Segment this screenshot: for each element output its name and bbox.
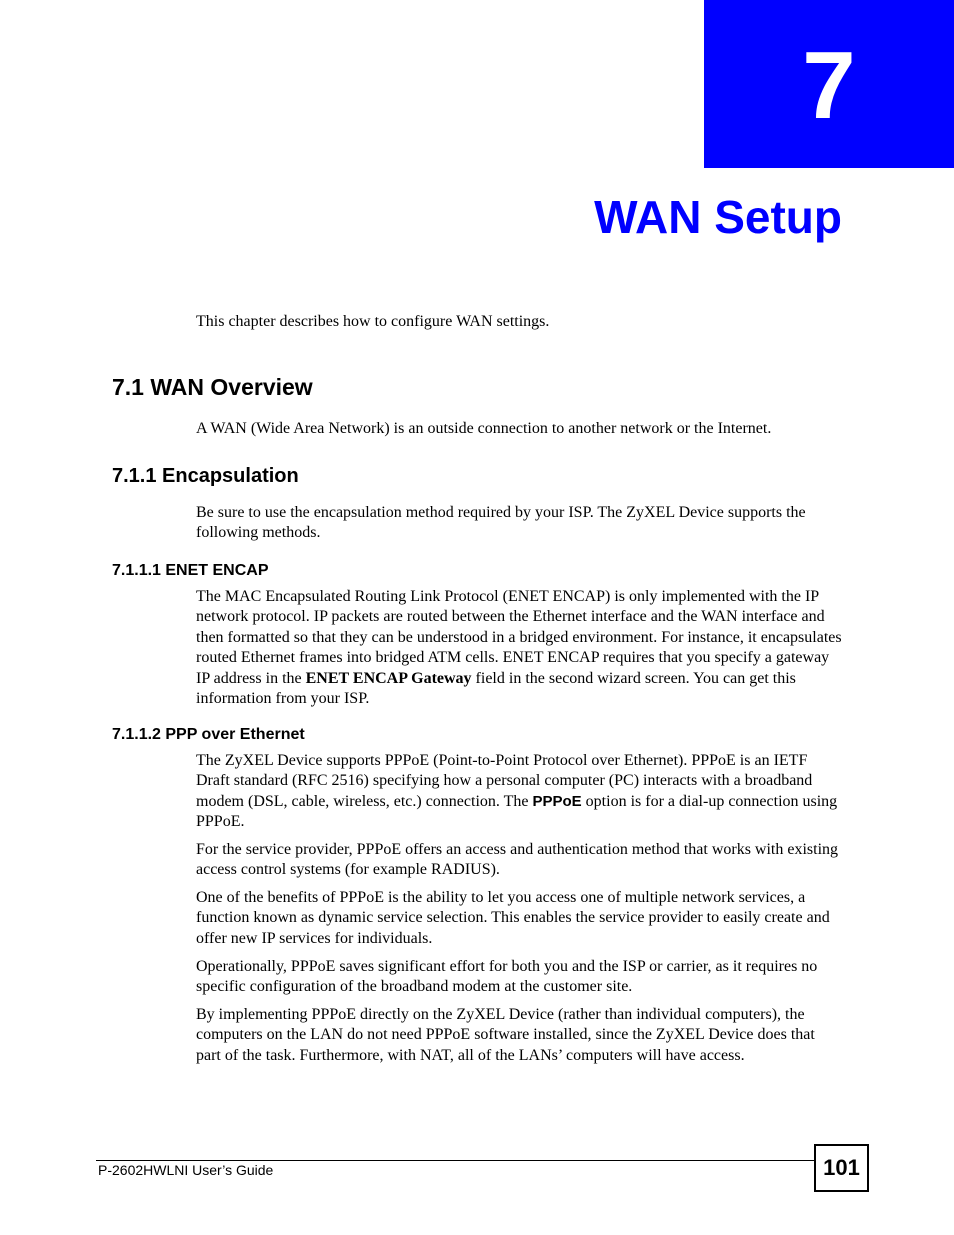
section-heading-7-1: 7.1 WAN Overview <box>112 374 313 400</box>
pppoe-paragraph-1 <box>196 751 842 833</box>
enet-gateway-term: ENET ENCAP Gateway <box>305 669 472 687</box>
section-7-1-1-1-text <box>196 587 842 709</box>
footer-divider <box>96 1160 814 1161</box>
section-heading-7-1-1-2: 7.1.1.2 PPP over Ethernet <box>112 726 305 743</box>
section-heading-7-1-1-1: 7.1.1.1 ENET ENCAP <box>112 562 269 579</box>
footer-guide-title: P-2602HWLNI User’s Guide <box>98 1162 274 1178</box>
chapter-title: WAN Setup <box>594 191 842 243</box>
pppoe-paragraph-4: Operationally, PPPoE saves significant effort for both you and the ISP or carrier, as it requires no specific configuration of the broadband modem at the customer site. <box>196 958 818 996</box>
pppoe-p1-after: option is for a dial-up connection using PPPoE. <box>196 792 838 831</box>
chapter-number-box <box>704 0 954 168</box>
pppoe-p1-before: The ZyXEL Device supports PPPoE (Point-to-Point Protocol over Ethernet). PPPoE is an IETF Draft standard (RFC 2516) specifying how a personal computer (PC) interacts with a broadband modem (DSL, cable, wireless, etc.) connection. The <box>196 752 813 810</box>
pppoe-paragraph-5: By implementing PPPoE directly on the ZyXEL Device (rather than individual computers), the computers on the LAN do not need PPPoE software installed, since the ZyXEL Device does that part of the task. Furthermore, with NAT, all of the LANs’ computers will have access. <box>196 1006 815 1064</box>
section-7-1-text: A WAN (Wide Area Network) is an outside connection to another network or the Internet. <box>196 420 772 437</box>
intro-text: This chapter describes how to configure WAN settings. <box>196 313 550 330</box>
chapter-number: 7 <box>802 32 856 139</box>
pppoe-paragraph-2: For the service provider, PPPoE offers an access and authentication method that works with existing access control systems (for example RADIUS). <box>196 841 839 879</box>
section-7-1-1-text: Be sure to use the encapsulation method required by your ISP. The ZyXEL Device supports the following methods. <box>196 504 806 542</box>
enet-text-before: The MAC Encapsulated Routing Link Protocol (ENET ENCAP) is only implemented with the IP network protocol. IP packets are routed between the Ethernet interface and the WAN interface and then formatted so that they can be understood in a bridged environment. For instance, it encapsulates routed Ethernet frames into bridged ATM cells. ENET ENCAP requires that you specify a gateway IP address in the <box>196 588 842 687</box>
section-heading-7-1-1: 7.1.1 Encapsulation <box>112 465 299 487</box>
pppoe-paragraph-3: One of the benefits of PPPoE is the ability to let you access one of multiple network services, a function known as dynamic service selection. This enables the service provider to easily create and offer new IP services for individuals. <box>196 889 830 947</box>
enet-text-after: field in the second wizard screen. You can get this information from your ISP. <box>196 669 796 708</box>
page-number: 101 <box>814 1144 869 1192</box>
pppoe-term: PPPoE <box>532 792 582 810</box>
